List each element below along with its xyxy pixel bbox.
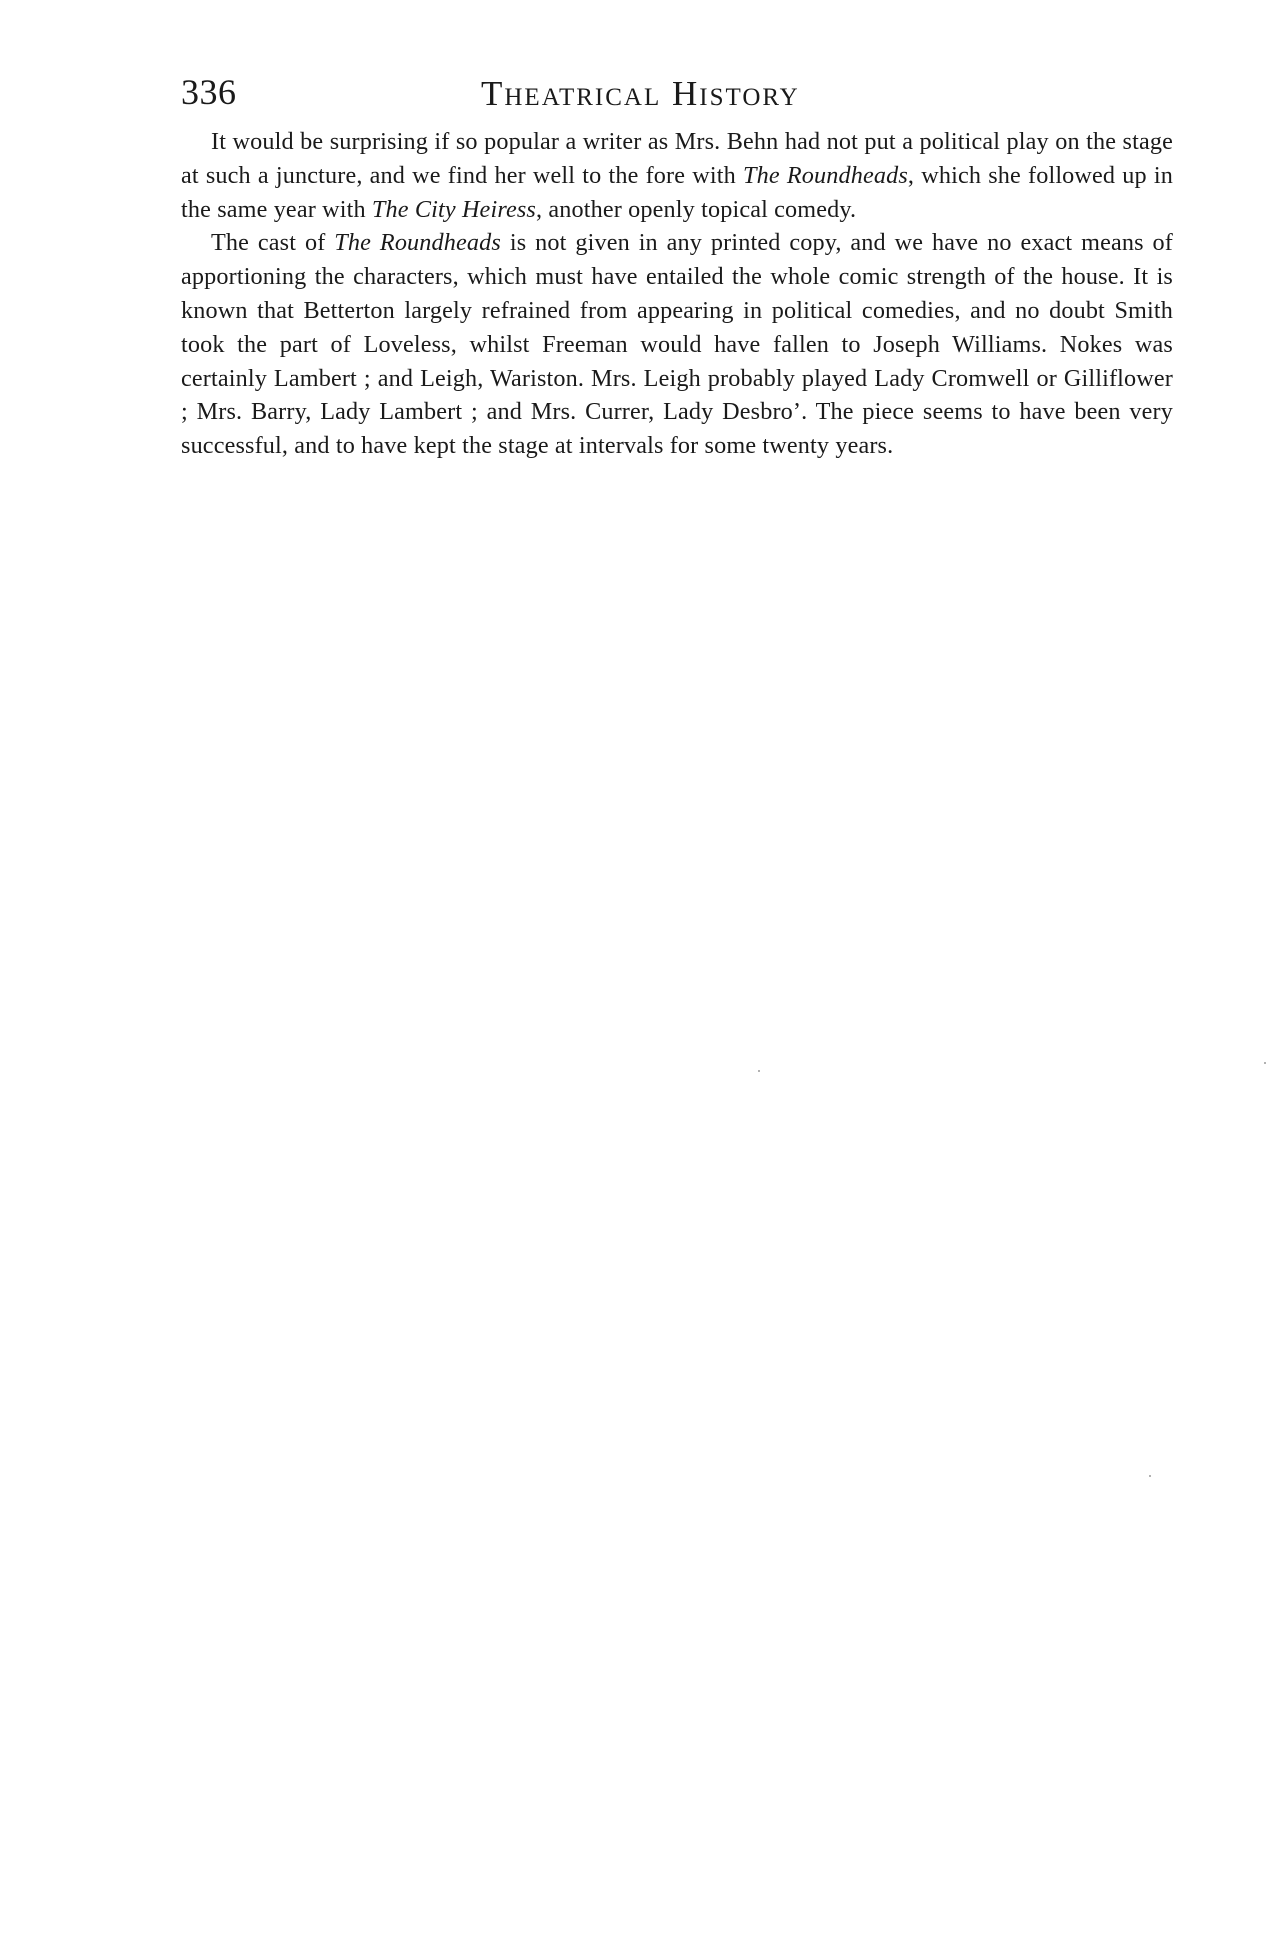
play-title: The Roundheads bbox=[334, 229, 501, 257]
paragraph-2-segment: is not given in any printed copy, and we have no exact means of apportioning the characters, which must have entailed the whole comic strength of the house. It is known that Betterton largely refrained from appearing in political comedies, and no doubt Smith took the part of Loveless, whilst Freeman would have fallen to Joseph Williams. Nokes was certainly Lambert ; and Leigh, Wariston. Mrs. Leigh probably played Lady Cromwell or Gilliflower ; Mrs. Barry, Lady Lambert ; and Mrs. Currer, Lady Desbro’. The piece seems to have been very successful, and to have kept the stage at intervals for some twenty years. bbox=[181, 229, 1173, 460]
scan-speck bbox=[758, 1070, 760, 1072]
body-text bbox=[181, 125, 1173, 463]
paragraph-1-segment: , which she followed up in the same year with bbox=[181, 161, 1174, 223]
paragraph-1 bbox=[181, 125, 1173, 226]
play-title: The City Heiress bbox=[371, 195, 536, 223]
paragraph-2 bbox=[181, 226, 1173, 463]
scan-speck bbox=[1149, 1475, 1151, 1477]
running-head: Theatrical History bbox=[481, 74, 800, 113]
scan-speck bbox=[1264, 1062, 1266, 1064]
play-title: The Roundheads bbox=[742, 161, 908, 189]
page-number: 336 bbox=[181, 72, 237, 112]
paragraph-2-segment: The cast of bbox=[211, 229, 335, 257]
paragraph-1-segment: It would be surprising if so popular a writer as Mrs. Behn had not put a political play on the stage at such a juncture, and we find her well to the fore with bbox=[181, 128, 1173, 189]
page-header bbox=[181, 70, 1173, 120]
paragraph-1-segment: , another openly topical comedy. bbox=[536, 195, 857, 223]
